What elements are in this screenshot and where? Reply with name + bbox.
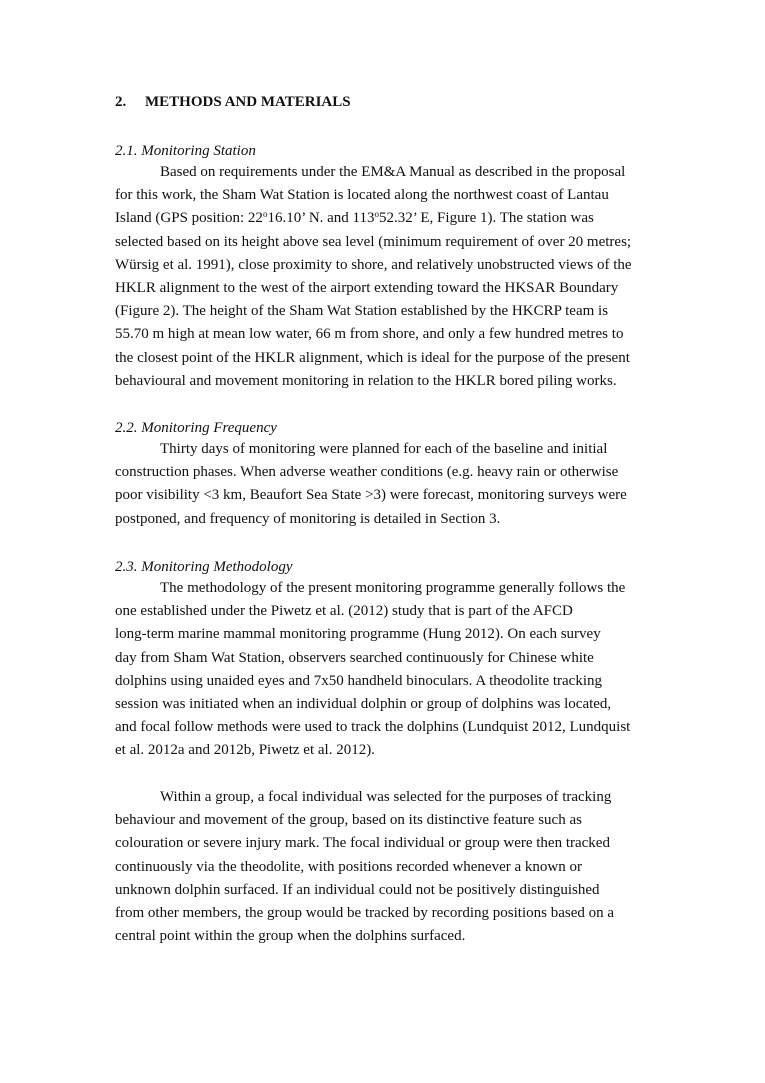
paragraph-monitoring-station — [115, 161, 650, 393]
text-line: session was initiated when an individual dolphin or group of dolphins was located, — [115, 695, 612, 712]
text-line: 55.70 m high at mean low water, 66 m from shore, and only a few hundred metres to — [115, 326, 624, 343]
text-line: Based on requirements under the EM&A Manual as described in the proposal — [160, 164, 626, 180]
text-line: postponed, and frequency of monitoring is detailed in Section 3. — [115, 510, 501, 527]
text-line: (Figure 2). The height of the Sham Wat Station established by the HKCRP team is — [115, 303, 609, 320]
section-title: METHODS AND MATERIALS — [145, 94, 351, 110]
text-line: behaviour and movement of the group, based on its distinctive feature such as — [115, 812, 582, 829]
paragraph-focal-tracking — [115, 786, 650, 948]
text-line: Würsig et al. 1991), close proximity to shore, and relatively unobstructed views of the — [115, 256, 632, 273]
text-line: selected based on its height above sea level (minimum requirement of over 20 metres; — [115, 233, 632, 250]
text-line: day from Sham Wat Station, observers searched continuously for Chinese white — [115, 649, 594, 666]
text-line: HKLR alignment to the west of the airport extending toward the HKSAR Boundary — [115, 279, 619, 296]
text-line: from other members, the group would be tracked by recording positions based on a — [115, 904, 615, 921]
text-line: behavioural and movement monitoring in relation to the HKLR bored piling works. — [115, 372, 617, 389]
text-line: construction phases. When adverse weather conditions (e.g. heavy rain or otherwise — [115, 464, 619, 481]
paragraph-monitoring-frequency — [115, 438, 650, 531]
subsection-title-monitoring-methodology: 2.3. Monitoring Methodology — [115, 559, 293, 575]
text-line: The methodology of the present monitoring programme generally follows the — [160, 580, 626, 596]
text-line: central point within the group when the dolphins surfaced. — [115, 928, 466, 945]
text-line: poor visibility <3 km, Beaufort Sea State >3) were forecast, monitoring surveys were — [115, 487, 627, 504]
text-line: one established under the Piwetz et al. (2012) study that is part of the AFCD — [115, 603, 573, 620]
text-line: Thirty days of monitoring were planned for each of the baseline and initial — [160, 441, 608, 457]
text-line: Within a group, a focal individual was selected for the purposes of tracking — [160, 789, 612, 805]
section-heading — [115, 94, 351, 111]
paragraph-monitoring-methodology — [115, 577, 650, 763]
text-line: the closest point of the HKLR alignment, which is ideal for the purpose of the present — [115, 349, 630, 366]
text-line: for this work, the Sham Wat Station is located along the northwest coast of Lantau — [115, 187, 609, 204]
text-line: long-term marine mammal monitoring programme (Hung 2012). On each survey — [115, 626, 601, 643]
subsection-title-monitoring-frequency: 2.2. Monitoring Frequency — [115, 420, 277, 436]
section-number: 2. — [115, 94, 127, 110]
text-line: continuously via the theodolite, with positions recorded whenever a known or — [115, 858, 582, 875]
text-line: dolphins using unaided eyes and 7x50 handheld binoculars. A theodolite tracking — [115, 672, 602, 689]
subsection-title-monitoring-station: 2.1. Monitoring Station — [115, 143, 256, 159]
text-line: unknown dolphin surfaced. If an individual could not be positively distinguished — [115, 881, 600, 898]
text-line: and focal follow methods were used to track the dolphins (Lundquist 2012, Lundquist — [115, 719, 631, 736]
text-line: colouration or severe injury mark. The focal individual or group were then tracked — [115, 835, 610, 852]
text-line: et al. 2012a and 2012b, Piwetz et al. 2012). — [115, 742, 375, 759]
text-line: Island (GPS position: 22$^o$16.10’ N. and 113$^o$52.32’ E, Figure 1). The station was — [115, 209, 594, 227]
